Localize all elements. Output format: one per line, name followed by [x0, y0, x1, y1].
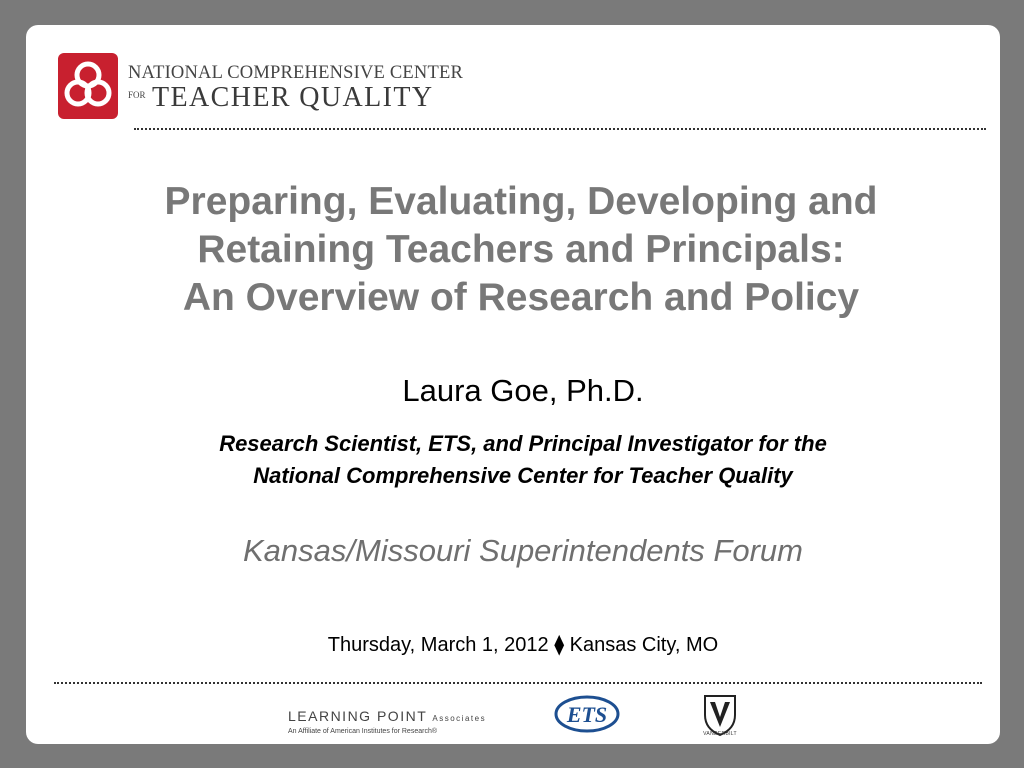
role-line-2: National Comprehensive Center for Teacher Quality	[253, 463, 793, 488]
role-line-1: Research Scientist, ETS, and Principal Investigator for the	[219, 431, 827, 456]
nctq-logo-icon	[58, 53, 118, 119]
top-dotted-divider	[134, 128, 986, 130]
bottom-dotted-divider	[54, 682, 982, 684]
slide	[26, 25, 1000, 744]
title-line-1: Preparing, Evaluating, Developing and	[164, 180, 878, 223]
logo-line-1: NATIONAL COMPREHENSIVE CENTER	[128, 63, 464, 83]
event-name: Kansas/Missouri Superintendents Forum	[243, 533, 803, 568]
lpa-tagline: An Affiliate of American Institutes for Research®	[288, 728, 437, 735]
ets-logo-icon	[554, 694, 620, 734]
learning-point-logo	[288, 708, 486, 736]
event-dateline: Thursday, March 1, 2012 ⧫ Kansas City, MO	[327, 634, 719, 656]
logo-line-2: TEACHER QUALITY	[152, 82, 434, 113]
presenter-name: Laura Goe, Ph.D.	[402, 373, 644, 408]
logo-for: FOR	[128, 90, 146, 100]
lpa-associates: Associates	[432, 714, 487, 723]
ets-logo-text: ETS	[566, 702, 608, 727]
vanderbilt-label: VANDERBILT	[703, 731, 737, 737]
slide-title	[66, 178, 976, 322]
presenter-role	[66, 428, 980, 492]
title-line-3: An Overview of Research and Policy	[182, 276, 860, 319]
title-line-2: Retaining Teachers and Principals:	[197, 228, 845, 271]
lpa-name: LEARNING POINT	[288, 708, 427, 724]
